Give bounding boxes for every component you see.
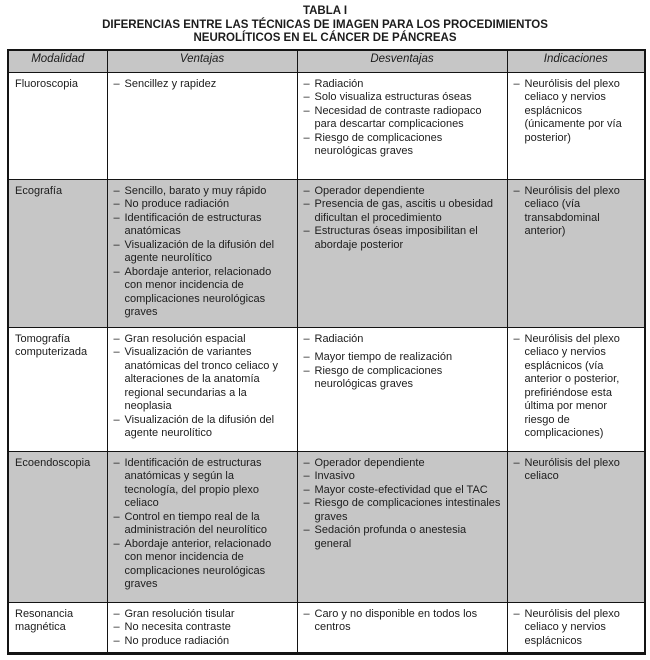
bullet-item: – Abordaje anterior, relacionado con menor incidencia de complicaciones neurológicas graves — [114, 538, 291, 592]
bullet-item: – Gran resolución tisular — [114, 608, 291, 622]
bullet-item: – Radiación — [304, 78, 501, 92]
ventajas-cell — [107, 327, 297, 451]
table-row-ecoendoscopia — [8, 451, 645, 602]
bullet-item: – No necesita contraste — [114, 621, 291, 635]
modality-cell: Ecoendoscopia — [8, 451, 107, 602]
indicaciones-cell — [507, 451, 645, 602]
bullet-item: – Neurólisis del plexo celiaco (vía transabdominal anterior) — [514, 185, 639, 239]
bullet-item: – Neurólisis del plexo celiaco — [514, 457, 639, 484]
indicaciones-cell — [507, 327, 645, 451]
indicaciones-cell — [507, 179, 645, 327]
bullet-item: – Neurólisis del plexo celiaco y nervios esplácnicos (vía anterior o posterior, prefiriéndose esta última por menor riesgo de complicaciones) — [514, 333, 639, 441]
bullet-item: – Visualización de la difusión del agente neurolítico — [114, 414, 291, 441]
caption-line-2: NEUROLÍTICOS EN EL CÁNCER DE PÁNCREAS — [193, 32, 457, 44]
modality-cell: Tomografía computerizada — [8, 327, 107, 451]
column-header-indicaciones: Indicaciones — [507, 50, 645, 73]
column-header-desventajas: Desventajas — [297, 50, 507, 73]
column-header-modalidad: Modalidad — [8, 50, 107, 73]
table-row-tomografia — [8, 327, 645, 451]
modality-cell: Ecografía — [8, 179, 107, 327]
table-row-fluoroscopia — [8, 72, 645, 179]
bullet-item: – Operador dependiente — [304, 457, 501, 471]
bullet-item: – Caro y no disponible en todos los centros — [304, 608, 501, 635]
bullet-item: – Visualización de variantes anatómicas del tronco celiaco y alteraciones de la anatomía regional secundarias a la neoplasia — [114, 346, 291, 414]
modality-cell: Resonancia magnética — [8, 602, 107, 654]
bullet-item: – Presencia de gas, ascitis u obesidad dificultan el procedimiento — [304, 198, 501, 225]
bullet-item: – Mayor tiempo de realización — [304, 351, 501, 365]
bullet-item: – Estructuras óseas imposibilitan el abordaje posterior — [304, 225, 501, 252]
ventajas-cell — [107, 179, 297, 327]
bullet-item: – Gran resolución espacial — [114, 333, 291, 347]
caption-line-1: DIFERENCIAS ENTRE LAS TÉCNICAS DE IMAGEN PARA LOS PROCEDIMIENTOS — [102, 18, 548, 31]
comparison-table — [7, 49, 646, 656]
bullet-item: – Abordaje anterior, relacionado con menor incidencia de complicaciones neurológicas graves — [114, 266, 291, 320]
bullet-item: – Control en tiempo real de la administración del neurolítico — [114, 511, 291, 538]
bullet-item: – Riesgo de complicaciones neurológicas graves — [304, 132, 501, 159]
bullet-item: – Neurólisis del plexo celiaco y nervios esplácnicos (únicamente por vía posterior) — [514, 78, 639, 146]
bullet-item: – No produce radiación — [114, 198, 291, 212]
bullet-item: – Identificación de estructuras anatómicas y según la tecnología, del propio plexo celiaco — [114, 457, 291, 511]
bullet-item: – Neurólisis del plexo celiaco y nervios esplácnicos — [514, 608, 639, 649]
desventajas-cell — [297, 451, 507, 602]
desventajas-cell — [297, 72, 507, 179]
desventajas-cell — [297, 327, 507, 451]
ventajas-cell — [107, 451, 297, 602]
bullet-item: – Sencillo, barato y muy rápido — [114, 185, 291, 199]
bullet-item: – Sencillez y rapidez — [114, 78, 291, 92]
bullet-item: – Necesidad de contraste radiopaco para descartar complicaciones — [304, 105, 501, 132]
bullet-item: – Riesgo de complicaciones intestinales graves — [304, 497, 501, 524]
ventajas-cell — [107, 602, 297, 654]
bullet-item: – Operador dependiente — [304, 185, 501, 199]
bullet-item: – Identificación de estructuras anatómicas — [114, 212, 291, 239]
indicaciones-cell — [507, 72, 645, 179]
desventajas-cell — [297, 602, 507, 654]
bullet-item: – Solo visualiza estructuras óseas — [304, 91, 501, 105]
bullet-item: – Invasivo — [304, 470, 501, 484]
bullet-item: – No produce radiación — [114, 635, 291, 649]
bullet-item: – Riesgo de complicaciones neurológicas graves — [304, 365, 501, 392]
table-row-resonancia — [8, 602, 645, 654]
bullet-item: – Radiación — [304, 333, 501, 347]
indicaciones-cell — [507, 602, 645, 654]
bullet-item: – Visualización de la difusión del agente neurolítico — [114, 239, 291, 266]
table-caption — [0, 0, 650, 46]
bullet-item: – Mayor coste-efectividad que el TAC — [304, 484, 501, 498]
column-header-ventajas: Ventajas — [107, 50, 297, 73]
desventajas-cell — [297, 179, 507, 327]
table-row-ecografia — [8, 179, 645, 327]
table-number: TABLA I — [302, 5, 348, 17]
modality-cell: Fluoroscopia — [8, 72, 107, 179]
header-row — [8, 50, 645, 73]
bullet-item: – Sedación profunda o anestesia general — [304, 524, 501, 551]
ventajas-cell — [107, 72, 297, 179]
